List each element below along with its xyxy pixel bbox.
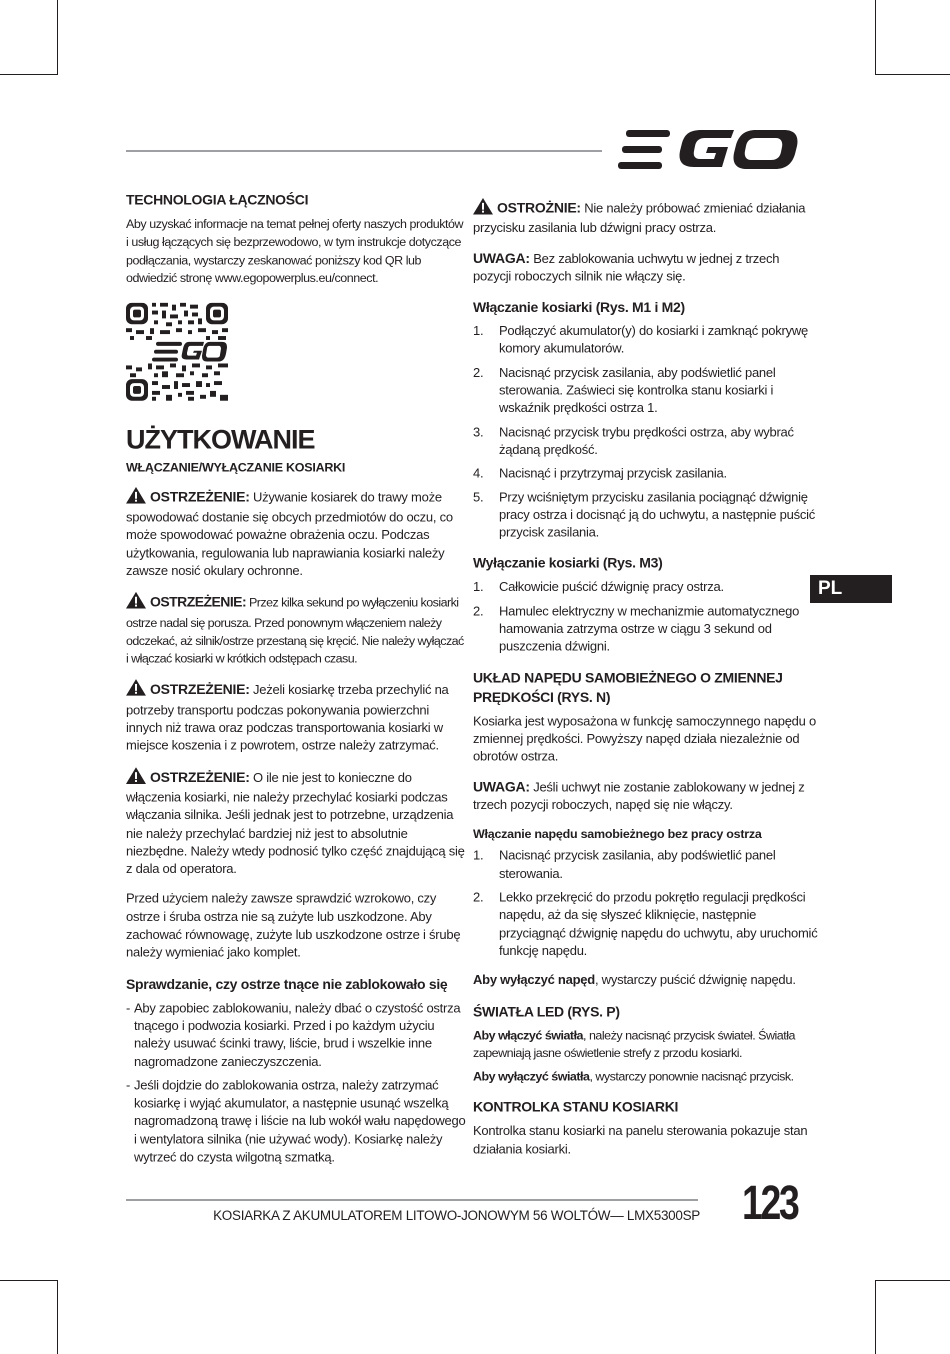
language-tab: PL — [810, 575, 892, 603]
start-steps — [473, 323, 818, 542]
left-column — [126, 190, 466, 1174]
warning-1 — [126, 487, 466, 581]
warning-3 — [126, 680, 466, 756]
list-item: 5. Przy wciśniętym przycisku zasilania pociągnąć dźwignię pracy ostrza i docisnąć ją do uchwytu, a następnie puścić przycisk zasilania. — [473, 489, 815, 540]
crop-mark — [57, 1280, 58, 1354]
list-item: 2. Hamulec elektryczny w mechanizmie automatycznego hamowania zatrzyma ostrze w ciągu 3 sekund od puszczenia dźwigni. — [473, 603, 800, 654]
caution — [473, 198, 818, 237]
list-item: - Aby zapobiec zablokowaniu, należy dbać o czystość ostrza tnącego i podwozia kosiarki. Przed i po każdym użyciu należy usuwać ścinki trawy, liście, brud i wszelkie inne nagromadzone zanieczyszczenia. — [126, 1000, 461, 1069]
warning-label: OSTRZEŻENIE: — [150, 768, 250, 785]
warning-4 — [126, 767, 466, 879]
warning-triangle-icon — [126, 767, 146, 789]
connectivity-heading: TECHNOLOGIA ŁĄCZNOŚCI — [126, 191, 309, 208]
drive-text: Kosiarka jest wyposażona w funkcję samoczynnego napędu o zmiennej prędkości. Powyższy napęd działa niezależnie od obrotów ostrza. — [473, 713, 816, 764]
led-on-text: Aby włączyć światła, należy nacisnąć przycisk świateł. Światła zapewniają jasne oświetlenie strefy z przodu kosiarki. — [473, 1028, 795, 1060]
ego-logo — [618, 128, 800, 172]
crop-mark — [875, 0, 876, 75]
warning-label: OSTRZEŻENIE: — [150, 681, 250, 698]
status-text: Kontrolka stanu kosiarki na panelu sterowania pokazuje stan działania kosiarki. — [473, 1123, 808, 1157]
list-item: 4. Nacisnąć i przytrzymaj przycisk zasilania. — [473, 465, 727, 481]
connectivity-text: Aby uzyskać informacje na temat pełnej oferty naszych produktów i usług łączących się bezprzewodowo, w tym instrukcje dotyczące podłączania, wystarczy zeskanować poniższy kod QR lub odwiedzić stronę www.egopowerplus.eu/connect. — [126, 217, 464, 285]
warning-text: Przez kilka sekund po wyłączeniu kosiarki ostrze nadal się porusza. Przed ponownym włączeniem należy odczekać, aż silnik/ostrze przestaną się kręcić. Nie należy wyłączać i włączać kosiarki w krótkich odstępach czasu. — [126, 596, 464, 666]
stop-heading: Wyłączanie kosiarki (Rys. M3) — [473, 555, 663, 572]
stop-steps — [473, 579, 818, 656]
warning-text: Używanie kosiarek do trawy może spowodować dostanie się obcych przedmiotów do oczu, co może spowodować poważne obrażenia oczu. Podczas użytkowania, regulowania lub naprawiania kosiarki należy zawsze nosić okulary ochronne. — [126, 489, 453, 579]
crop-mark — [875, 1280, 876, 1354]
list-item: 1. Nacisnąć przycisk zasilania, aby podświetlić panel sterowania. — [473, 848, 776, 881]
crop-mark — [0, 74, 58, 75]
caution-text: Nie należy próbować zmieniać działania przycisku zasilania lub dźwigni pracy ostrza. — [473, 200, 806, 236]
list-item: 3. Nacisnąć przycisk trybu prędkości ostrza, aby wybrać żądaną prędkość. — [473, 424, 794, 457]
blade-check-heading: Sprawdzanie, czy ostrze tnące nie zablokowało się — [126, 975, 448, 992]
page-number: 123 — [742, 1177, 798, 1230]
crop-mark — [57, 0, 58, 75]
start-heading: Włączanie kosiarki (Rys. M1 i M2) — [473, 299, 685, 315]
drive-sub-heading: Włączanie napędu samobieżnego bez pracy ostrza — [473, 827, 762, 842]
drive-heading: UKŁAD NAPĘDU SAMOBIEŻNEGO O ZMIENNEJ PRĘDKOŚCI (RYS. N) — [473, 669, 783, 705]
caution-label: OSTROŻNIE: — [497, 199, 581, 216]
note-2: UWAGA: Jeśli uchwyt nie zostanie zablokowany w jednej z trzech pozycji roboczych, napęd się nie włączy. — [473, 778, 805, 812]
warning-label: OSTRZEŻENIE: — [150, 488, 250, 505]
warning-triangle-icon — [126, 680, 146, 702]
list-item: - Jeśli dojdzie do zablokowania ostrza, należy zatrzymać kosiarkę i wyjąć akumulator, a następnie usunąć wszelką nagromadzoną trawę i liście na lub wokół wału napędowego i wentylatora silnika (nie używać wody). Kosiarkę należy wytrzeć do czysta wilgotną szmatką. — [126, 1077, 466, 1165]
note-1: UWAGA: Bez zablokowania uchwytu w jednej z trzech pozycji roboczych silnik nie włączy się. — [473, 250, 780, 284]
footer-rule — [126, 1199, 698, 1201]
header-rule — [126, 150, 602, 152]
list-item: 2. Nacisnąć przycisk zasilania, aby podświetlić panel sterowania. Zaświeci się kontrolka stanu kosiarki i wskaźnik prędkości ostrza 1. — [473, 365, 776, 416]
crop-mark — [0, 1280, 58, 1281]
warning-text: Jeżeli kosiarkę trzeba przechylić na potrzeby transportu podczas pokonywania powierzchni innych niż trawa oraz podczas transportowania kosiarki w miejsce koszenia i z powrotem, ostrze należy zatrzymać. — [126, 682, 449, 753]
on-off-heading: WŁĄCZANIE/WYŁĄCZANIE KOSIARKI — [126, 460, 346, 475]
pre-use-text: Przed użyciem należy zawsze sprawdzić wzrokowo, czy ostrze i śruba ostrza nie są zużyte lub uszkodzone. Aby zachować równowagę, zużyte lub uszkodzone ostrze i śrubę należy wymieniać jako komplet. — [126, 891, 461, 960]
crop-mark — [875, 74, 950, 75]
list-item: 1. Całkowicie puścić dźwignię pracy ostrza. — [473, 579, 724, 595]
warning-triangle-icon — [473, 198, 493, 220]
crop-mark — [875, 1280, 950, 1281]
list-item: 1. Podłączyć akumulator(y) do kosiarki i zamknąć pokrywę komory akumulatorów. — [473, 323, 808, 357]
blade-check-list — [126, 999, 466, 1166]
warning-triangle-icon — [126, 487, 146, 509]
drive-steps — [473, 847, 818, 960]
footer-text: KOSIARKA Z AKUMULATOREM LITOWO-JONOWYM 56 WOLTÓW— LMX5300SP — [213, 1208, 700, 1223]
drive-off-text: Aby wyłączyć napęd, wystarczy puścić dźwignię napędu. — [473, 972, 796, 988]
right-column — [473, 198, 818, 1170]
warning-label: OSTRZEŻENIE: — [150, 594, 247, 610]
warning-text: O ile nie jest to konieczne do włączenia kosiarki, nie należy przechylać kosiarki podczas włączania silnika. Jeśli jednak jest to potrzebne, urządzenia nie należy przechylać bardziej niż jest to absolutnie niezbędne. Należy wtedy podnosić tylko część znajdującą się z dala od operatora. — [126, 769, 465, 877]
qr-code[interactable] — [126, 303, 230, 403]
led-off-text: Aby wyłączyć światła, wystarczy ponownie nacisnąć przycisk. — [473, 1069, 794, 1084]
usage-heading: UŻYTKOWANIE — [126, 425, 315, 456]
warning-triangle-icon — [126, 592, 146, 614]
list-item: 2. Lekko przekręcić do przodu pokrętło regulacji prędkości napędu, aż da się słyszeć kliknięcie, następnie przyciągnąć dźwignię napędu do uchwytu, aby uruchomić funkcję napędu. — [473, 889, 818, 958]
warning-2 — [126, 592, 466, 668]
status-heading: KONTROLKA STANU KOSIARKI — [473, 1099, 679, 1115]
led-heading: ŚWIATŁA LED (RYS. P) — [473, 1003, 620, 1019]
